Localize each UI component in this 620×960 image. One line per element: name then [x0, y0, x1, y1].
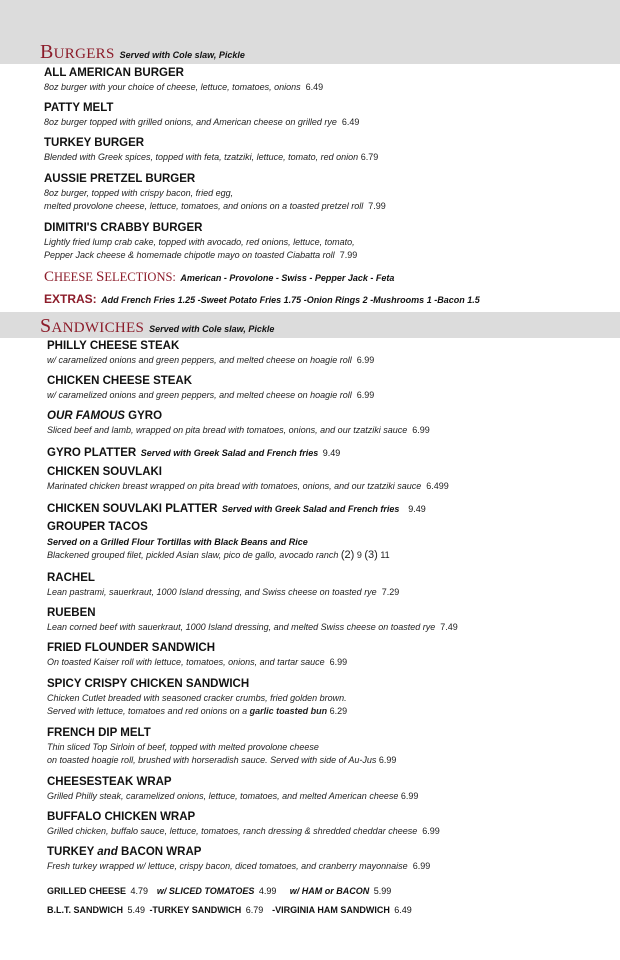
menu-item-buffalo-chicken-wrap: BUFFALO CHICKEN WRAP Grilled chicken, buffalo sauce, lettuce, tomatoes, ranch dressing & shredded cheddar cheese 6.99 — [47, 811, 440, 836]
menu-item-rueben: RUEBEN Lean corned beef with sauerkraut, 1000 Island dressing, and melted Swiss cheese on toasted rye 7.49 — [47, 607, 458, 632]
cheese-options: American - Provolone - Swiss - Pepper Jack - Feta — [180, 273, 395, 283]
menu-item-grouper-tacos: GROUPER TACOS Served on a Grilled Flour Tortillas with Black Beans and Rice Blackened grouped filet, pickled Asian slaw, pico de gallo, avocado ranch (2) 9 (3) 11 — [47, 521, 390, 561]
menu-item-rachel: RACHEL Lean pastrami, sauerkraut, 1000 Island dressing, and Swiss cheese on toasted rye 7.29 — [47, 572, 400, 597]
menu-item-aussie-pretzel-burger: AUSSIE PRETZEL BURGER 8oz burger, topped with crispy bacon, fried egg, melted provolone cheese, lettuce, tomatoes, and onions on a toasted pretzel roll 7.99 — [44, 173, 386, 211]
menu-item-cheesesteak-wrap: CHEESESTEAK WRAP Grilled Philly steak, caramelized onions, lettuce, tomatoes, and melted American cheese 6.99 — [47, 776, 419, 801]
menu-item-chicken-cheese-steak: CHICKEN CHEESE STEAK w/ caramelized onions and green peppers, and melted cheese on hoagie roll 6.99 — [47, 375, 375, 400]
burgers-title: BURGERS Served with Cole slaw, Pickle — [40, 41, 245, 63]
menu-item-gyro-platter: GYRO PLATTER Served with Greek Salad and French fries 9.49 — [47, 447, 341, 459]
menu-item-dimitris-crabby-burger: DIMITRI'S CRABBY BURGER Lightly fried lump crab cake, topped with avocado, red onions, lettuce, tomato, Pepper Jack cheese & homemade chipotle mayo on toasted Ciabatta roll 7.99 — [44, 222, 358, 260]
extras-label: EXTRAS: — [44, 292, 97, 306]
menu-item-turkey-burger: TURKEY BURGER Blended with Greek spices, topped with feta, tzatziki, lettuce, tomato, red onion 6.79 — [44, 137, 379, 162]
menu-item-blt-turkey-ham-line: B.L.T. SANDWICH 5.49 -TURKEY SANDWICH 6.79 -VIRGINIA HAM SANDWICH 6.49 — [47, 905, 412, 915]
menu-item-philly-cheese-steak: PHILLY CHEESE STEAK w/ caramelized onions and green peppers, and melted cheese on hoagie roll 6.99 — [47, 340, 375, 365]
menu-item-gyro: OUR FAMOUS GYRO Sliced beef and lamb, wrapped on pita bread with tomatoes, onions, and our tzatziki sauce 6.99 — [47, 410, 430, 435]
menu-item-chicken-souvlaki: CHICKEN SOUVLAKI Marinated chicken breast wrapped on pita bread with tomatoes, onions, and our tzatziki sauce 6.499 — [47, 466, 449, 491]
menu-item-all-american-burger: ALL AMERICAN BURGER 8oz burger with your choice of cheese, lettuce, tomatoes, onions 6.49 — [44, 67, 324, 92]
menu-item-spicy-crispy-chicken-sandwich: SPICY CRISPY CHICKEN SANDWICH Chicken Cutlet breaded with seasoned cracker crumbs, fried golden brown. Served with lettuce, tomatoes and red onions on a garlic toasted bun 6.29 — [47, 678, 348, 716]
sandwiches-subtitle: Served with Cole slaw, Pickle — [149, 324, 275, 334]
extras-line — [44, 290, 480, 308]
menu-item-chicken-souvlaki-platter: CHICKEN SOUVLAKI PLATTER Served with Greek Salad and French fries 9.49 — [47, 503, 426, 515]
menu-item-patty-melt: PATTY MELT 8oz burger topped with grilled onions, and American cheese on grilled rye 6.49 — [44, 102, 360, 127]
menu-item-french-dip-melt: FRENCH DIP MELT Thin sliced Top Sirloin of beef, topped with melted provolone cheese on toasted hoagie roll, brushed with horseradish sauce. Served with side of Au-Jus 6.99 — [47, 727, 397, 765]
burgers-subtitle: Served with Cole slaw, Pickle — [119, 50, 245, 60]
menu-item-fried-flounder-sandwich: FRIED FLOUNDER SANDWICH On toasted Kaiser roll with lettuce, tomatoes, onions, and tartar sauce 6.99 — [47, 642, 348, 667]
cheese-selections — [44, 268, 394, 286]
menu-item-turkey-bacon-wrap: TURKEY and BACON WRAP Fresh turkey wrapped w/ lettuce, crispy bacon, diced tomatoes, and cranberry mayonnaise 6.99 — [47, 846, 431, 871]
extras-options: Add French Fries 1.25 -Sweet Potato Fries 1.75 -Onion Rings 2 -Mushrooms 1 -Bacon 1.5 — [101, 295, 480, 305]
cheese-selections-label: CHEESE SELECTIONS: — [44, 269, 176, 285]
menu-item-grilled-cheese: GRILLED CHEESE 4.79 w/ SLICED TOMATOES 4.99 w/ HAM or BACON 5.99 — [47, 886, 392, 896]
sandwiches-title: SANDWICHES Served with Cole slaw, Pickle — [40, 315, 275, 337]
